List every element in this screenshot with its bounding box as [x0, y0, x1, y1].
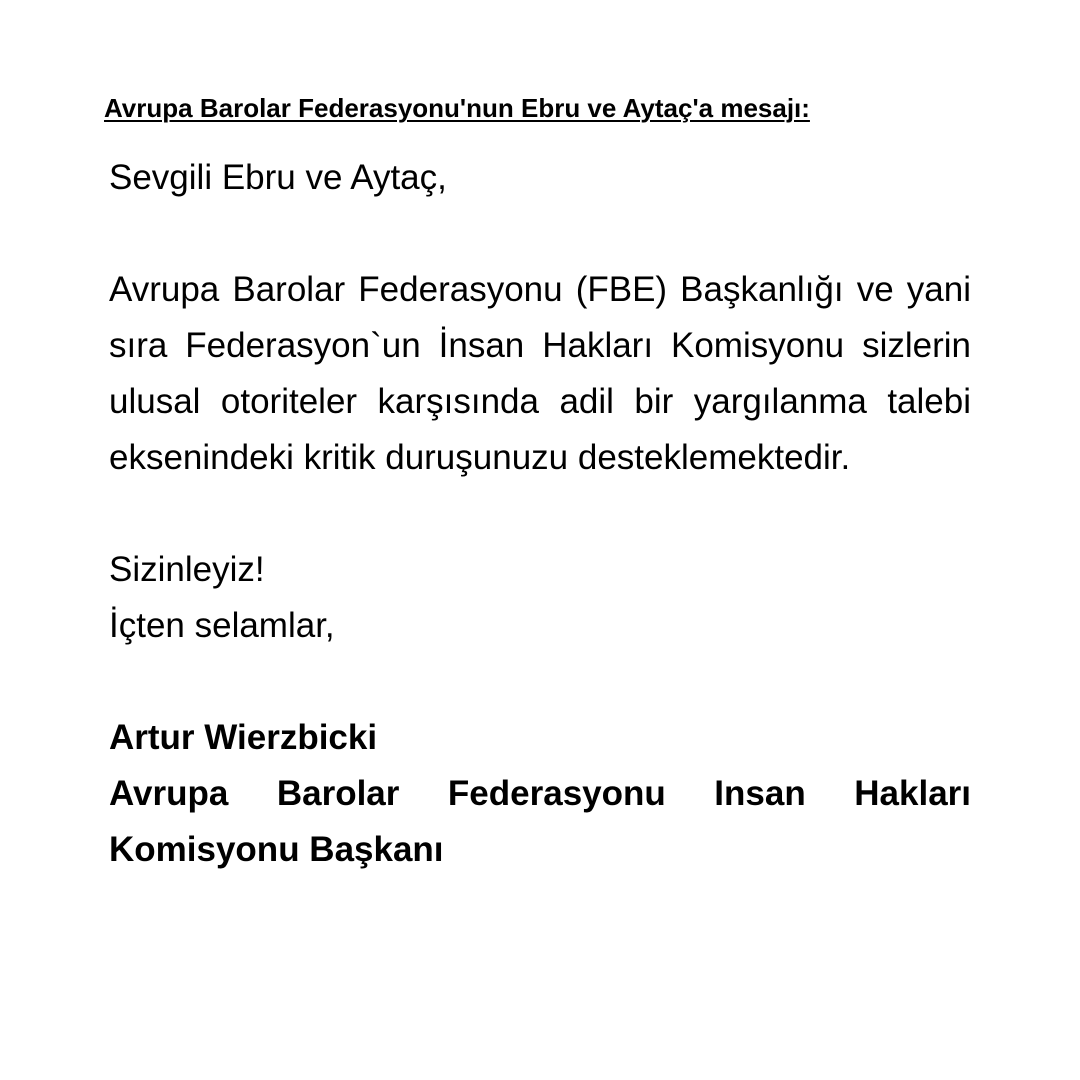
salutation: Sevgili Ebru ve Aytaç,	[109, 158, 447, 197]
signature-title: Avrupa Barolar Federasyonu Insan Hakları Komisyonu Başkanı	[109, 774, 971, 869]
paragraph-gap	[109, 654, 971, 710]
body-paragraph: Avrupa Barolar Federasyonu (FBE) Başkanlığı ve yani sıra Federasyon`un İnsan Hakları Komisyonu sizlerin ulusal otoriteler karşısında adil bir yargılanma talebi eksenindeki kritik duruşunuzu desteklemektedir.	[109, 270, 971, 477]
letter-content	[109, 150, 971, 878]
closing-line-1: Sizinleyiz!	[109, 550, 265, 589]
paragraph-gap	[109, 486, 971, 542]
closing-line-2: İçten selamlar,	[109, 606, 335, 645]
paragraph-gap	[109, 206, 971, 262]
signature-name: Artur Wierzbicki	[109, 718, 378, 757]
letter-heading: Avrupa Barolar Federasyonu'nun Ebru ve Aytaç'a mesajı:	[104, 93, 810, 123]
